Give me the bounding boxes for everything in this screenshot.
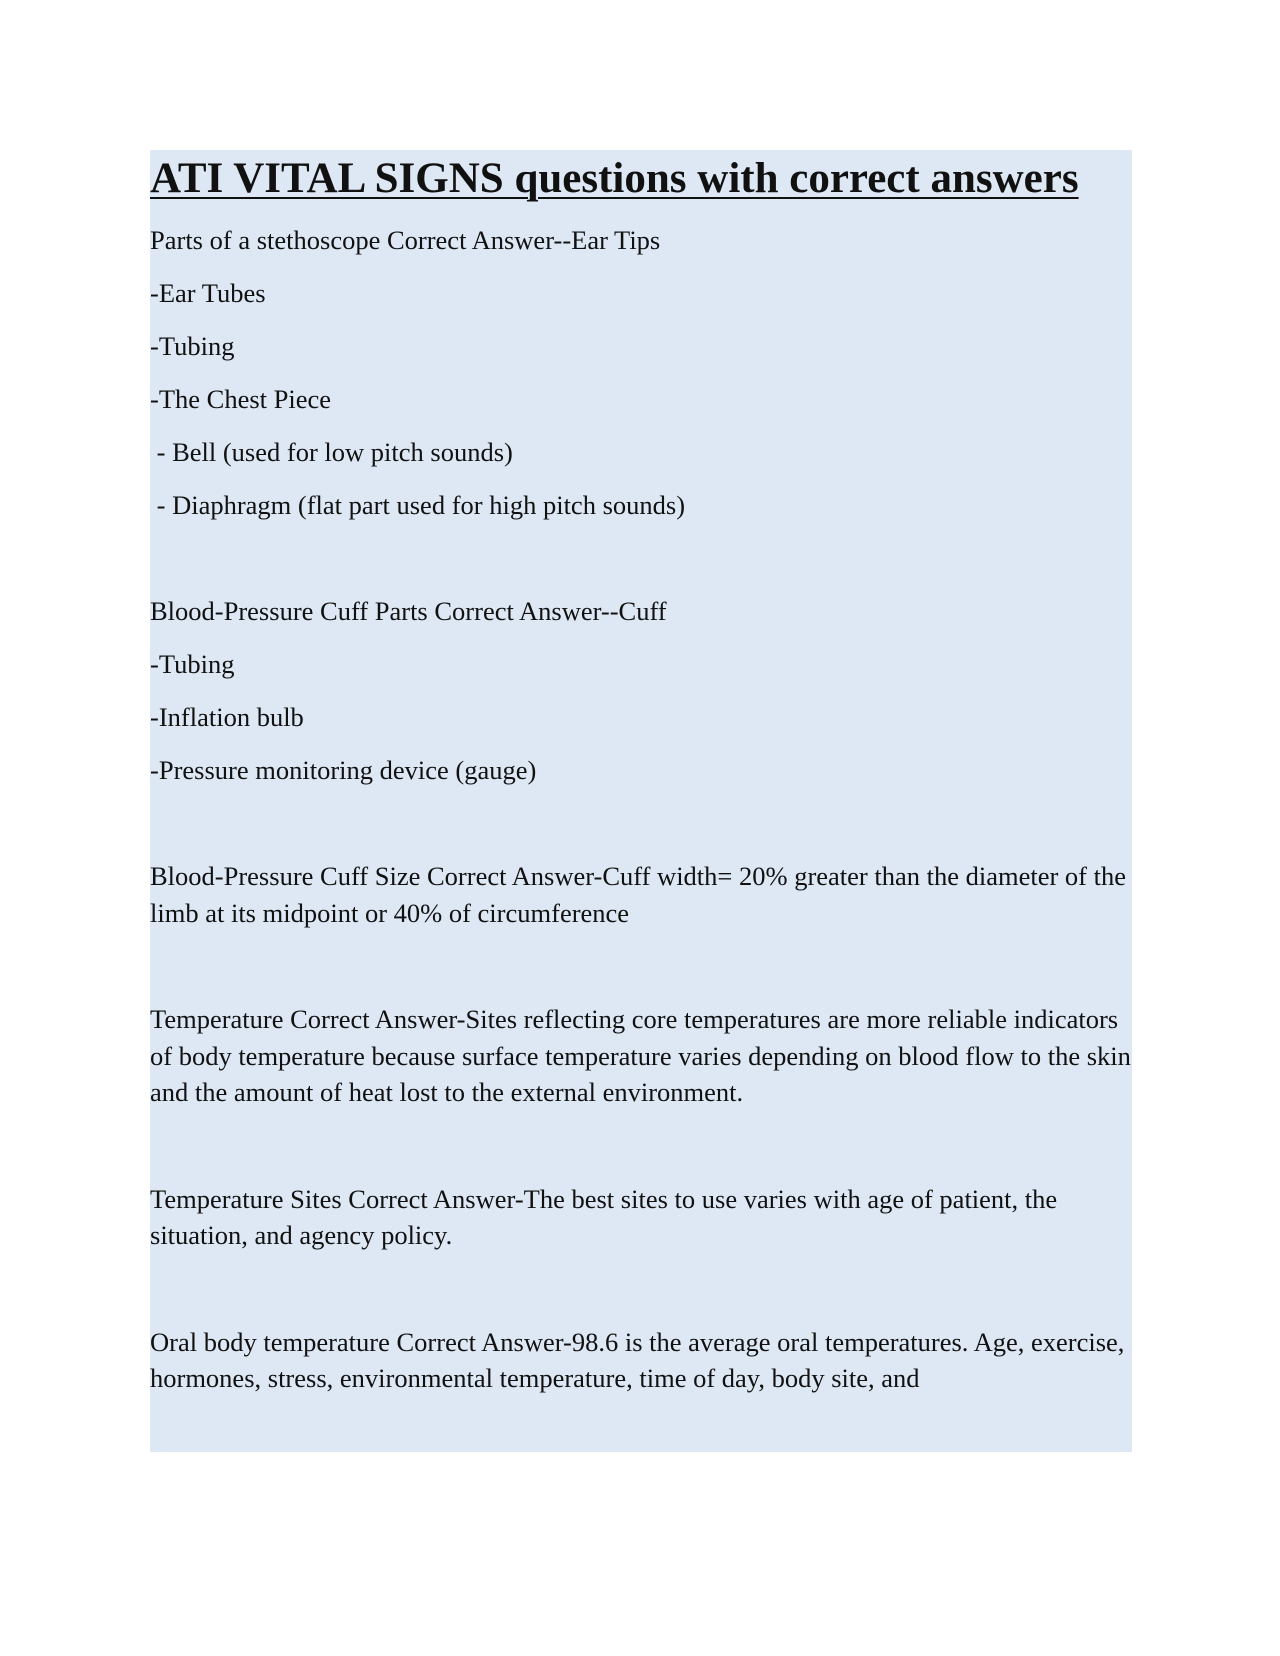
list-item: - Diaphragm (flat part used for high pitch sounds): [150, 490, 686, 520]
oral-temperature-question: Oral body temperature Correct Answer-98.6 is the average oral temperatures. Age, exercise, hormones, stress, environmental temperature, time of day, body site, and: [150, 1326, 1125, 1393]
paragraph-spacer: [150, 1128, 1132, 1181]
list-item: - Bell (used for low pitch sounds): [150, 437, 513, 467]
list-item: -The Chest Piece: [150, 384, 332, 414]
list-item: -Pressure monitoring device (gauge): [150, 755, 537, 785]
bp-cuff-size-question: Blood-Pressure Cuff Size Correct Answer-Cuff width= 20% greater than the diameter of the limb at its midpoint or 40% of circumference: [150, 861, 1127, 928]
paragraph-spacer: [150, 948, 1132, 1001]
paragraph-spacer: [150, 540, 1132, 593]
temperature-question: Temperature Correct Answer-Sites reflecting core temperatures are more reliable indicators of body temperature because surface temperature varies depending on blood flow to the skin and the amount of heat lost to the external environment.: [150, 1004, 1131, 1107]
paragraph-spacer: [150, 805, 1132, 858]
list-item: -Ear Tubes: [150, 278, 266, 308]
document-body: [150, 222, 1132, 1397]
highlighted-content: [150, 150, 1132, 1452]
stethoscope-question: Parts of a stethoscope Correct Answer--Ear Tips: [150, 225, 661, 255]
list-item: -Inflation bulb: [150, 702, 304, 732]
document-title: ATI VITAL SIGNS questions with correct answers: [150, 155, 1079, 202]
temperature-sites-question: Temperature Sites Correct Answer-The best sites to use varies with age of patient, the situation, and agency policy.: [150, 1183, 1058, 1250]
paragraph-spacer: [150, 1271, 1132, 1324]
list-item: -Tubing: [150, 649, 235, 679]
list-item: -Tubing: [150, 331, 235, 361]
bp-cuff-parts-question: Blood-Pressure Cuff Parts Correct Answer--Cuff: [150, 596, 667, 626]
